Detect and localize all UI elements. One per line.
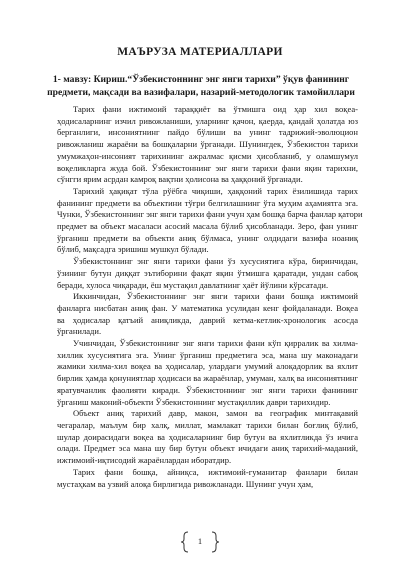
- text-line: Чунки, Ўзбекистоннинг энг янги тарихи фани учун ҳам бошқа барча фанлар қатори: [57, 209, 363, 220]
- body-text: [57, 104, 363, 490]
- paragraph: [57, 291, 358, 338]
- text-line: предмет ва объект масаласи асосий масала бўлиб ҳисобланади. Зеро, фан унинг: [57, 221, 358, 232]
- page-heading: МАЪРУЗА МАТЕРИАЛЛАРИ: [117, 46, 283, 58]
- text-line: хиллик хусусиятига эга. Унинг ўрганиш предметига эса, мана шу маконадаги: [57, 349, 358, 360]
- text-line: Тарих фани бошқа, айниқса, ижтимоий-гуманитар фанлари билан: [73, 466, 358, 477]
- topic-title-line: предмети, мақсади ва вазифалари, назарий-методологик тамойиллари: [47, 87, 355, 98]
- text-line: шулар доирасидаги воқеа ва ҳодисаларнинг бир бутун ва яхлитликда ўз ичига: [57, 431, 358, 442]
- text-line: бўлиб, мақсадга эришиш мушкул бўлади.: [57, 244, 209, 255]
- text-line: ва ҳодисалар қатъий аниқликда, даврий кетма-кетлик-хронологик асосда: [57, 314, 358, 325]
- paragraph: [57, 338, 358, 408]
- text-line: ўрганиш предмети ва объекти аниқ бўлмаса, унинг олдидаги вазифа ноаниқ: [57, 232, 358, 243]
- text-line: беради, хулоса чиқаради, ёш мустақил давлатнинг ҳаёт йўлини кўрсатади.: [57, 279, 329, 290]
- text-line: Тарихий ҳақиқат тўла рўёбга чиқиши, ҳаққоний тарих ёзилишида тарих: [73, 185, 358, 196]
- text-line: ривожланиш жараёни ва бошқаларни ўрганади. Шунингдек, Ўзбекистон тарихи: [57, 139, 358, 150]
- paragraph: [57, 256, 358, 291]
- paragraph: [57, 467, 358, 490]
- text-line: сўнгги ярим асрдан камроқ вақтни ҳолисона ва ҳаққоний ўрганади.: [57, 174, 303, 185]
- paragraph: [57, 185, 363, 256]
- text-line: ўрганилади.: [57, 326, 102, 337]
- lecture-topic-title: [36, 73, 366, 99]
- text-line: воқеликларга жуда бой. Ўзбекистоннинг энг янги тарихи фани яқин тарихни,: [57, 162, 358, 173]
- text-line: фанининг предмети ва объектини тўғри белгилашнинг ўта муҳим аҳамиятга эга.: [57, 197, 358, 208]
- text-line: ўзининг бутун диққат эътиборини фақат яқин ўтмишга қаратади, ундан сабоқ: [57, 267, 358, 278]
- text-line: Тарих фани ижтимоий тараққиёт ва ўтмишга оид ҳар хил воқеа-: [73, 104, 358, 114]
- text-line: умумжаҳон-инсоният тарихининг ажралмас қисми ҳисобланиб, у оламшумул: [57, 150, 358, 161]
- text-line: Объект аниқ тарихий давр, макон, замон ва географик минтақавий: [73, 408, 358, 419]
- text-line: Иккинчидан, Ўзбекистоннинг энг янги тарихи фани бошқа ижтимоий: [73, 291, 358, 302]
- text-line: бирлик ҳамда қонуниятлар ҳодисаси ва жараёнлар, умуман, халқ ва инсониятнинг: [57, 373, 358, 384]
- text-line: жамики хилма-хил воқеа ва ҳодисалар, улардаги умумий алоқадорлик ва яхлит: [57, 361, 358, 372]
- text-line: чегаралар, маълум бир халқ, миллат, мамлакат тарихи билан боғлиқ бўлиб,: [57, 419, 358, 430]
- text-line: берганлиги, инсониятнинг пайдо бўлиши ва унинг тадрижий-эволюцион: [57, 127, 358, 138]
- paragraph: [57, 104, 358, 186]
- text-line: ўрганиш маконий-объекти Ўзбекистоннинг мустақиллик даври тарихидир.: [57, 396, 331, 407]
- text-line: фанларга нисбатан аниқ фан. У математика усулидан кенг фойдаланади. Воқеа: [57, 302, 358, 313]
- text-line: Учинчидан, Ўзбекистоннинг энг янги тарихи фани кўп қирралик ва хилма-: [73, 338, 358, 349]
- text-line: мустаҳкам ва узвий алоқа бирлигида ривожланади. Шунинг учун ҳам,: [57, 478, 314, 489]
- page-footer: [180, 530, 220, 554]
- text-line: Ўзбекистоннинг энг янги тарихи фани ўз хусусиятига кўра, биринчидан,: [73, 256, 358, 267]
- text-line: ҳодисаларнинг изчил ривожланиши, уларнинг қачон, қаерда, қандай ҳолатда юз: [57, 115, 358, 126]
- text-line: ижтимоий-иқтисодий жараёнлардан иборатдир.: [57, 455, 232, 466]
- text-line: яратувчанлик фаолияти киради. Ўзбекистоннинг энг янги тарихи фанининг: [57, 384, 358, 395]
- paragraph: [57, 408, 358, 467]
- text-line: олади. Предмет эса мана шу бир бутун объект ичидаги аниқ тарихий-маданий,: [57, 443, 358, 454]
- topic-title-line: 1- мавзу: Кириш.“Ўзбекистоннинг энг янги тарихи” ўқув фанининг: [52, 74, 350, 85]
- page-number: 1: [197, 536, 203, 546]
